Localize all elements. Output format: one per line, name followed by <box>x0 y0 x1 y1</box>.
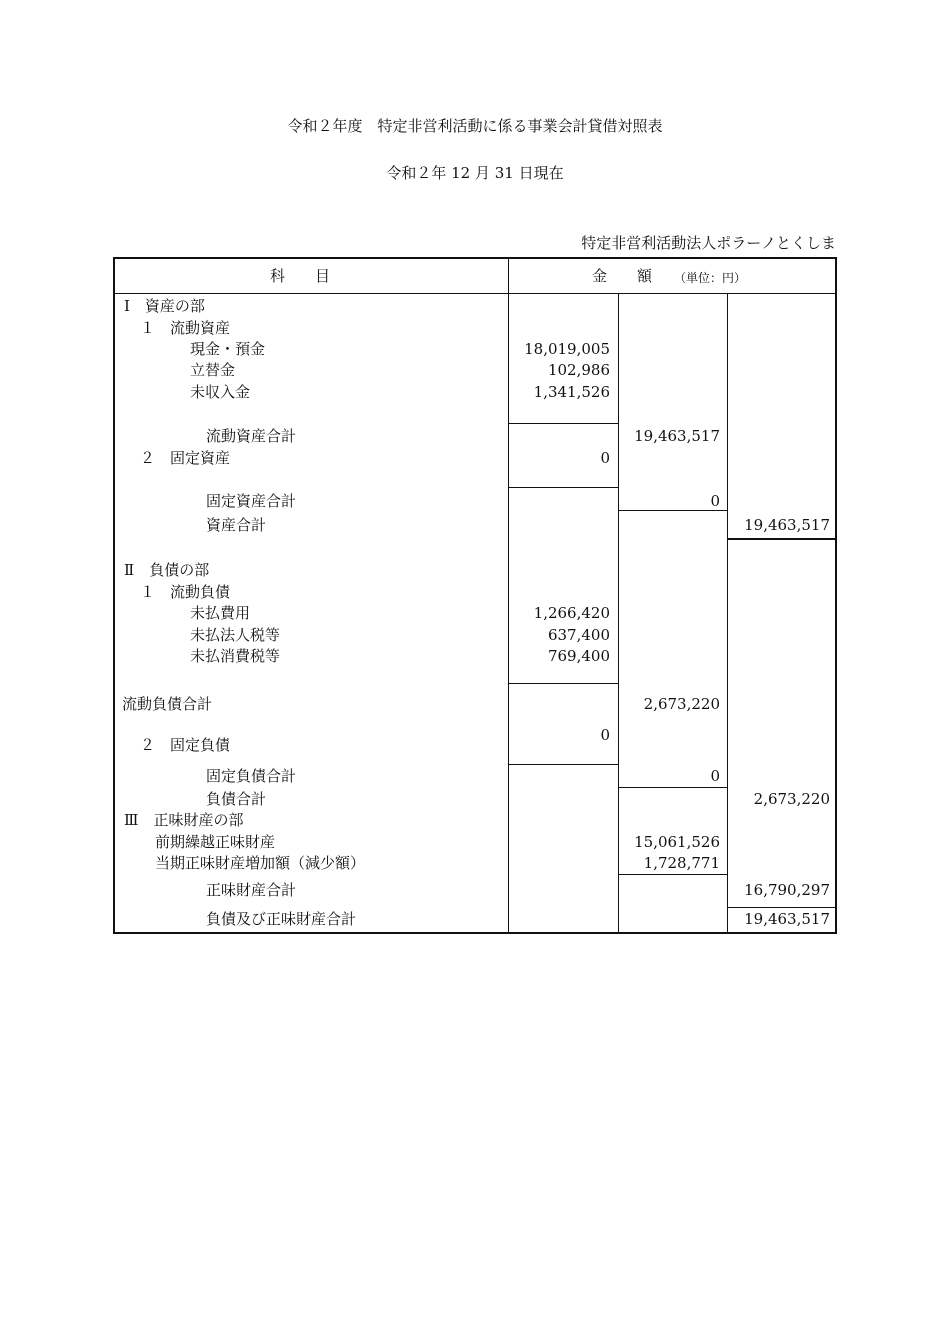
value-prior-net-assets: 15,061,526 <box>634 833 720 851</box>
value-fixed-assets: 0 <box>600 449 610 467</box>
table-border-top <box>113 257 837 259</box>
organization-name: 特定非営利活動法人ポラーノとくしま <box>581 234 836 252</box>
section-current-assets: １ 流動資産 <box>140 319 231 337</box>
document-date: 令和２年 12 月 31 日現在 <box>386 164 564 182</box>
header-divider <box>113 293 837 294</box>
label-advances: 立替金 <box>190 361 236 379</box>
label-receivables: 未収入金 <box>190 383 251 401</box>
label-liabilities-total: 負債合計 <box>206 790 267 808</box>
value-assets-total: 19,463,517 <box>744 516 830 534</box>
value-liabilities-total: 2,673,220 <box>753 790 830 808</box>
value-current-change: 1,728,771 <box>643 854 720 872</box>
label-current-liabilities-total: 流動負債合計 <box>122 695 213 713</box>
value-fixed-assets-total: 0 <box>710 492 720 510</box>
label-accrued-corp-tax: 未払法人税等 <box>190 626 281 644</box>
value-accrued-expenses: 1,266,420 <box>533 604 610 622</box>
rule <box>508 764 619 765</box>
label-assets-total: 資産合計 <box>206 516 267 534</box>
label-accrued-consumption-tax: 未払消費税等 <box>190 647 281 665</box>
document-title: 令和２年度 特定非営利活動に係る事業会計貸借対照表 <box>287 117 663 135</box>
col-divider-2 <box>618 294 619 934</box>
rule <box>618 787 728 788</box>
rule <box>618 874 728 875</box>
value-accrued-consumption-tax: 769,400 <box>547 647 610 665</box>
column-header-amount: 金 額 <box>592 267 653 285</box>
value-fixed-liabilities-total: 0 <box>710 767 720 785</box>
rule <box>508 423 619 424</box>
table-border-left <box>113 257 115 934</box>
label-cash: 現金・預金 <box>190 340 266 358</box>
rule <box>508 487 619 488</box>
section-current-liabilities: １ 流動負債 <box>140 583 231 601</box>
label-prior-net-assets: 前期繰越正味財産 <box>155 833 276 851</box>
label-fixed-liabilities-total: 固定負債合計 <box>206 767 297 785</box>
label-current-change: 当期正味財産増加額（減少額） <box>155 854 366 872</box>
value-accrued-corp-tax: 637,400 <box>547 626 610 644</box>
column-header-unit: （単位：円） <box>674 271 747 285</box>
rule <box>508 683 619 684</box>
value-liabilities-net-total: 19,463,517 <box>744 910 830 928</box>
value-advances: 102,986 <box>547 361 610 379</box>
label-liabilities-net-total: 負債及び正味財産合計 <box>206 910 357 928</box>
rule-double <box>727 538 837 540</box>
table-border-right <box>835 257 837 934</box>
value-current-assets-total: 19,463,517 <box>634 427 720 445</box>
label-accrued-expenses: 未払費用 <box>190 604 251 622</box>
value-receivables: 1,341,526 <box>533 383 610 401</box>
section-net-assets: Ⅲ 正味財産の部 <box>124 811 244 829</box>
value-net-assets-total: 16,790,297 <box>744 881 830 899</box>
col-divider-1 <box>508 257 509 934</box>
section-fixed-assets: ２ 固定資産 <box>140 449 231 467</box>
section-assets: Ⅰ 資産の部 <box>124 297 205 315</box>
label-net-assets-total: 正味財産合計 <box>206 881 297 899</box>
rule <box>727 907 837 908</box>
value-cash: 18,019,005 <box>524 340 610 358</box>
section-liabilities: Ⅱ 負債の部 <box>124 561 210 579</box>
column-header-subject: 科 目 <box>270 267 331 285</box>
col-divider-3 <box>727 294 728 934</box>
table-border-bottom <box>113 932 837 934</box>
section-fixed-liabilities: ２ 固定負債 <box>140 736 231 754</box>
label-current-assets-total: 流動資産合計 <box>206 427 297 445</box>
value-current-liabilities-total: 2,673,220 <box>643 695 720 713</box>
label-fixed-assets-total: 固定資産合計 <box>206 492 297 510</box>
value-fixed-liabilities: 0 <box>600 726 610 744</box>
